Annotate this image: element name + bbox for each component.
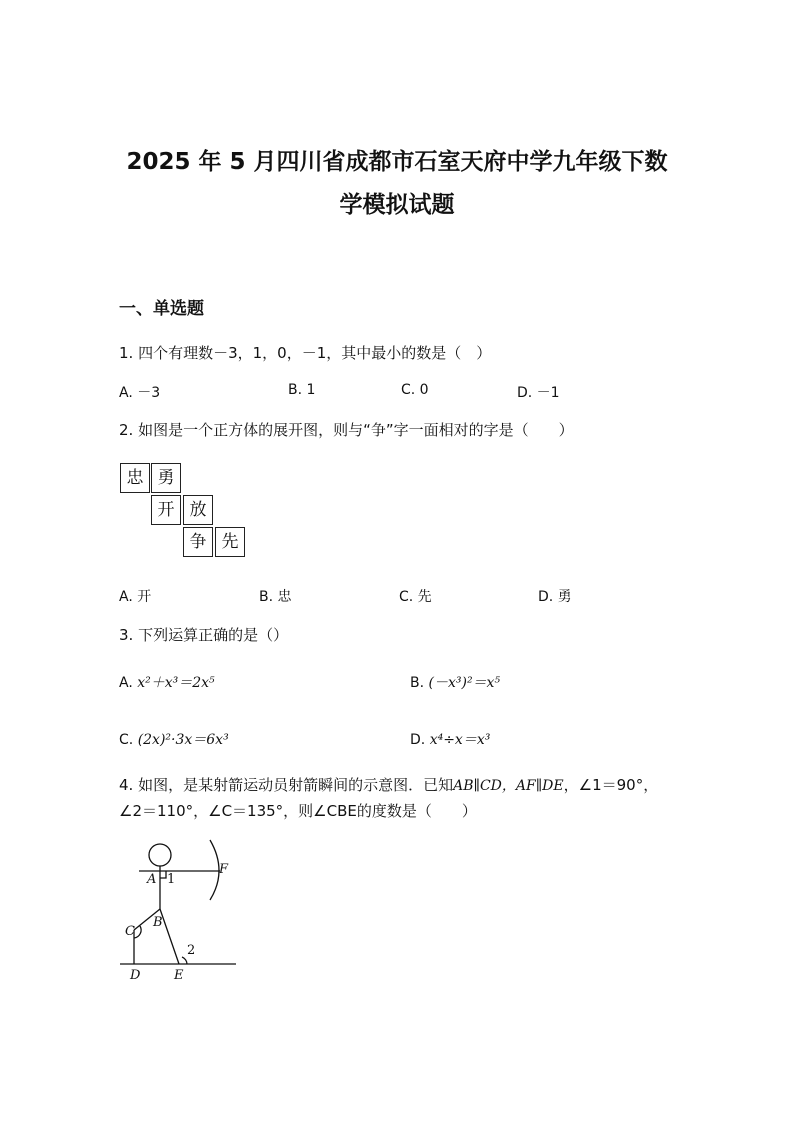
label-f: F xyxy=(219,862,229,877)
cube-net-face: 忠 xyxy=(120,463,150,493)
question-2-option-b: B. 忠 xyxy=(259,589,292,605)
question-2-text: 2. 如图是一个正方体的展开图，则与“争”字一面相对的字是（ ） xyxy=(119,421,574,439)
question-1-option-d: D. －1 xyxy=(517,385,560,401)
question-4-line-1 xyxy=(119,774,658,795)
question-1-option-c: C. 0 xyxy=(401,382,429,398)
question-2-option-c: C. 先 xyxy=(399,589,432,605)
label-e: E xyxy=(174,968,184,983)
segment-be xyxy=(160,909,179,964)
question-3-option-b xyxy=(410,672,500,692)
page-title-line-2: 学模拟试题 xyxy=(339,192,455,218)
question-3-option-d xyxy=(410,729,490,749)
option-a-expression: x²＋x³＝2x⁵ xyxy=(137,675,215,691)
cube-net-face: 勇 xyxy=(151,463,181,493)
right-angle-marker xyxy=(160,871,166,878)
question-1-option-a: A. －3 xyxy=(119,385,161,401)
cube-net-face: 争 xyxy=(183,527,213,557)
label-angle-1: 1 xyxy=(167,872,176,887)
question-3-option-a xyxy=(119,672,215,692)
question-3-option-c xyxy=(119,729,229,749)
page-title-line-1: 2025 年 5 月四川省成都市石室天府中学九年级下数 xyxy=(126,149,668,175)
cube-net-face: 开 xyxy=(151,495,181,525)
angle-2-arc xyxy=(182,957,187,964)
option-label: B. xyxy=(410,675,425,691)
question-3-text: 3. 下列运算正确的是（） xyxy=(119,626,289,644)
option-label: D. xyxy=(410,732,426,748)
option-c-expression: (2x)²·3x＝6x³ xyxy=(137,732,229,748)
label-angle-2: 2 xyxy=(187,943,196,958)
question-4-line-2: ∠2＝110°，∠C＝135°，则∠CBE的度数是（ ） xyxy=(119,802,477,820)
archer-figure xyxy=(110,838,250,988)
bow-arc xyxy=(210,840,219,900)
archer-head xyxy=(149,844,171,866)
question-2-option-d: D. 勇 xyxy=(538,589,572,605)
question-1-option-b: B. 1 xyxy=(288,382,316,398)
question-2-option-a: A. 开 xyxy=(119,589,152,605)
option-d-expression: x⁴÷x＝x³ xyxy=(429,732,491,748)
question-4-suffix: ，∠1＝90°， xyxy=(563,776,659,794)
question-1-text: 1. 四个有理数－3，1，0，－1，其中最小的数是（ ） xyxy=(119,344,492,362)
label-b: B xyxy=(153,915,163,930)
option-label: C. xyxy=(119,732,134,748)
label-c: C xyxy=(125,924,135,939)
question-4-prefix: 4. 如图，是某射箭运动员射箭瞬间的示意图．已知 xyxy=(119,776,454,794)
question-4-parallel-conditions: AB∥CD，AF∥DE xyxy=(453,778,564,794)
cube-net-face: 先 xyxy=(215,527,245,557)
cube-net-face: 放 xyxy=(183,495,213,525)
label-a: A xyxy=(147,872,157,887)
option-label: A. xyxy=(119,675,133,691)
option-b-expression: (－x³)²＝x⁵ xyxy=(428,675,501,691)
section-heading: 一、单选题 xyxy=(119,299,204,319)
label-d: D xyxy=(130,968,141,983)
